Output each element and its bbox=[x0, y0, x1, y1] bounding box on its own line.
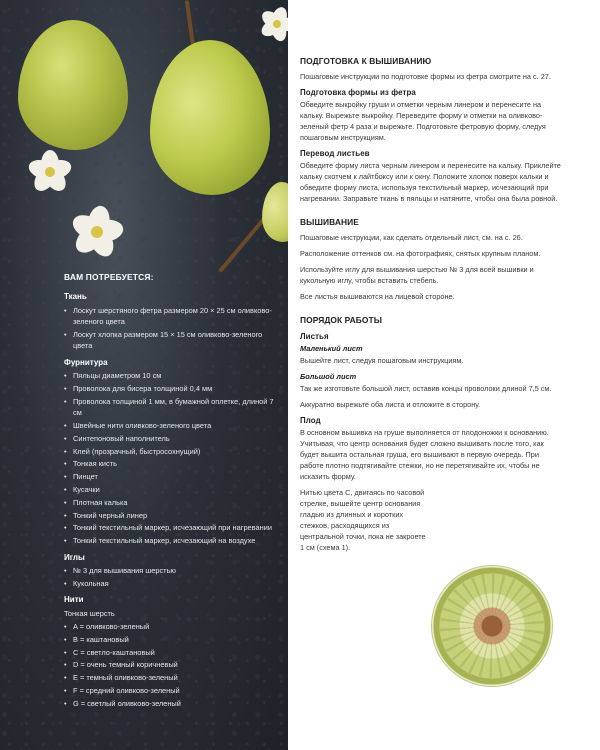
materials-list bbox=[64, 272, 274, 711]
leaves-transfer-title: Перевод листьев bbox=[300, 149, 370, 158]
list-item: • Тонкий текстильный маркер, исчезающий на воздухе bbox=[64, 535, 274, 546]
small-leaf-text: Вышейте лист, следуя пошаговым инструкциям. bbox=[300, 356, 464, 365]
large-leaf-title: Большой лист bbox=[300, 372, 357, 381]
felt-text: Обведите выкройку груши и отметки черным линером и перенесите на кальку. Вырежьте выкройку. Переведите форму и отметки на оливково-зеленый фетр 4 раза и вырежьте. Подготовьте фетровую форму, следуя пошаговым инструкциям. bbox=[300, 100, 546, 142]
list-item: • № 3 для вышивания шерстью bbox=[64, 565, 274, 576]
trim-text: Аккуратно вырежьте оба листа и отложите в сторону. bbox=[300, 400, 481, 409]
blossom-icon bbox=[28, 150, 72, 194]
embroidery-paragraph: Все листья вышиваются на лицевой стороне. bbox=[300, 292, 455, 301]
materials-heading: ВАМ ПОТРЕБУЕТСЯ: bbox=[64, 272, 154, 282]
list-item: • Пинцет bbox=[64, 471, 274, 482]
list-item: • Лоскут хлопка размером 15 × 15 см оливково-зеленого цвета bbox=[64, 329, 274, 352]
photo-panel bbox=[0, 0, 288, 750]
embroidery-paragraph: Используйте иглу для вышивания шерстью № 3 для всей вышивки и кукольную иглу, чтобы вставить стебель. bbox=[300, 265, 534, 285]
list-item: • A = оливково-зеленый bbox=[64, 621, 274, 632]
list-item: • Плотная калька bbox=[64, 497, 274, 508]
list-item: • D = очень темный коричневый bbox=[64, 659, 274, 670]
list-item: • Пяльцы диаметром 10 см bbox=[64, 370, 274, 381]
list-item: • Синтепоновый наполнитель bbox=[64, 433, 274, 444]
list-item: • Тонкая кисть bbox=[64, 458, 274, 469]
threads-subtitle: Тонкая шерсть bbox=[64, 608, 115, 618]
list-item: • Тонкий черный линер bbox=[64, 510, 274, 521]
list-item: • Проволока толщиной 1 мм, в бумажной оплетке, длиной 7 см bbox=[64, 396, 274, 419]
needles-title: Иглы bbox=[64, 552, 85, 562]
fabric-title: Ткань bbox=[64, 292, 87, 302]
preparation-heading: ПОДГОТОВКА К ВЫШИВАНИЮ bbox=[300, 56, 432, 66]
list-item: • G = светлый оливково-зеленый bbox=[64, 698, 274, 709]
list-item: • E = темный оливково-зеленый bbox=[64, 672, 274, 683]
blossom-icon bbox=[71, 206, 124, 259]
list-item: • Проволока для бисера толщиной 0,4 мм bbox=[64, 383, 274, 394]
small-leaf-title: Маленький лист bbox=[300, 344, 363, 353]
list-item: • Тонкий текстильный маркер, исчезающий при нагревании bbox=[64, 522, 274, 533]
needles-list bbox=[64, 565, 274, 589]
leaves-transfer-text: Обведите форму листа черным линером и перенесите на кальку. Приклейте кальку скотчем к лайтбоксу или к окну. Положите хлопок поверх кальки и обведите форму листа, используя текстильный маркер, исчезающий при нагревании. Заправьте ткань в пяльцы и натяните, чтобы она была ровной. bbox=[300, 161, 561, 203]
list-item: • Клей (прозрачный, быстросохнущий) bbox=[64, 446, 274, 457]
embroidery-heading: ВЫШИВАНИЕ bbox=[300, 217, 359, 227]
hardware-list bbox=[64, 370, 274, 546]
list-item: • Кукольная bbox=[64, 578, 274, 589]
list-item: • Кусачки bbox=[64, 484, 274, 495]
instructions-column bbox=[300, 56, 562, 558]
fruit-title: Плод bbox=[300, 416, 321, 425]
list-item: • Швейные нити оливково-зеленого цвета bbox=[64, 420, 274, 431]
list-item: • F = средний оливково-зеленый bbox=[64, 685, 274, 696]
large-leaf-text: Так же изготовьте большой лист, оставив концы проволоки длиной 7,5 см. bbox=[300, 384, 552, 393]
fruit-paragraph-1: В основном вышивка на груше выполняется от плодоножки к основанию. Учитывая, что центр основания будет сложно вышивать после того, как будет вышита остальная груша, его вышивают в первую очередь. При работе плотно подтягивайте стежки, но не перетягивайте их, чтобы не исказить форму. bbox=[300, 428, 549, 481]
felt-title: Подготовка формы из фетра bbox=[300, 88, 416, 97]
embroidery-paragraph: Пошаговые инструкции, как сделать отдельный лист, см. на с. 26. bbox=[300, 233, 523, 242]
hardware-title: Фурнитура bbox=[64, 357, 108, 367]
list-item: • C = светло-каштановый bbox=[64, 647, 274, 658]
leaves-title: Листья bbox=[300, 332, 329, 341]
embroidery-paragraph: Расположение оттенков см. на фотографиях, снятых крупным планом. bbox=[300, 249, 541, 258]
blossom-icon bbox=[259, 6, 288, 41]
fruit-paragraph-2: Нитью цвета C, двигаясь по часовой стрелке, вышейте центр основания гладью из длинных и коротких стежков, расходящихся из центральной точки, пока не закроете 1 см (схема 1). bbox=[300, 488, 426, 552]
preparation-intro: Пошаговые инструкции по подготовке формы из фетра смотрите на с. 27. bbox=[300, 72, 551, 81]
threads-title: Нити bbox=[64, 595, 84, 605]
fabric-list bbox=[64, 305, 274, 352]
embroidered-pear-base-image bbox=[432, 566, 552, 686]
threads-list bbox=[64, 621, 274, 709]
list-item: • Лоскут шерстяного фетра размером 20 × 25 см оливково-зеленого цвета bbox=[64, 305, 274, 328]
list-item: • B = каштановый bbox=[64, 634, 274, 645]
procedure-heading: ПОРЯДОК РАБОТЫ bbox=[300, 315, 382, 325]
